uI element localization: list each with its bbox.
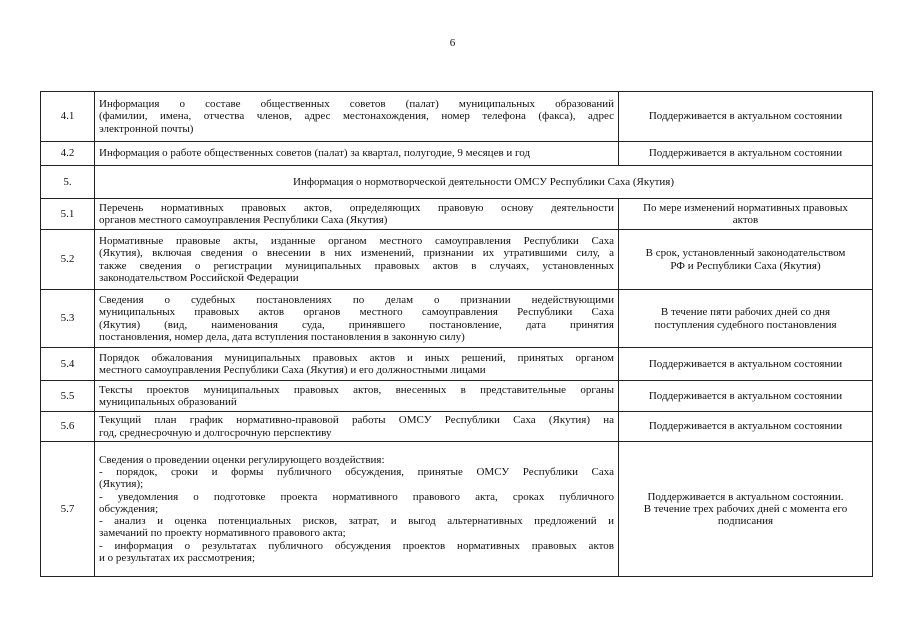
description-line: Сведения о судебных постановлениях по делам о признании недействующими bbox=[99, 294, 614, 307]
row-status bbox=[619, 381, 873, 412]
description-line: Нормативные правовые акты, изданные органом местного самоуправления Республики Саха bbox=[99, 235, 614, 248]
description-line: обсуждения; bbox=[99, 502, 159, 515]
table-row-4-1 bbox=[41, 92, 873, 142]
description-line: (Якутия), включая сведения о внесении в них изменений, признании их утратившими силу, а bbox=[99, 247, 614, 260]
row-status bbox=[619, 412, 873, 442]
section-number: 5. bbox=[41, 166, 95, 199]
table-row-5-5 bbox=[41, 381, 873, 412]
status-line: Поддерживается в актуальном состоянии. bbox=[647, 490, 844, 503]
status-line: актов bbox=[732, 214, 759, 226]
row-description bbox=[95, 199, 619, 230]
description-line: также сведения о регистрации муниципальных правовых актов в случаях, установленных bbox=[99, 259, 614, 272]
description-line: Информация о работе общественных советов (палат) за квартал, полугодие, 9 месяцев и год bbox=[99, 147, 531, 160]
row-status bbox=[619, 92, 873, 142]
row-status bbox=[619, 348, 873, 381]
description-line: Сведения о проведении оценки регулирующего воздействия: bbox=[99, 454, 385, 467]
section-header-row bbox=[41, 166, 873, 199]
row-number: 5.5 bbox=[41, 381, 95, 412]
row-number: 5.3 bbox=[41, 290, 95, 348]
row-description bbox=[95, 348, 619, 381]
description-line: Информация о составе общественных советов (палат) муниципальных образований bbox=[99, 98, 614, 111]
status-line: В срок, установленный законодательством bbox=[645, 247, 846, 260]
description-line: - анализ и оценка потенциальных рисков, затрат, и выгод альтернативных предложений и bbox=[99, 515, 614, 528]
description-line: - порядок, сроки и формы публичного обсуждения, принятые ОМСУ Республики Саха bbox=[99, 466, 614, 479]
table-row-5-7 bbox=[41, 442, 873, 577]
description-line: Порядок обжалования муниципальных правовых актов и иных решений, принятых органом bbox=[99, 351, 614, 364]
table-row-5-2 bbox=[41, 230, 873, 290]
status-line: Поддерживается в актуальном состоянии bbox=[648, 357, 843, 370]
status-line: По мере изменений нормативных правовых bbox=[643, 201, 848, 214]
row-number: 4.1 bbox=[41, 92, 95, 142]
status-line: Поддерживается в актуальном состоянии bbox=[648, 420, 843, 433]
status-line: В течение пяти рабочих дней со дня bbox=[660, 306, 831, 319]
description-line: постановления, номер дела, дата вступления постановления в законную силу) bbox=[99, 330, 465, 343]
row-description bbox=[95, 92, 619, 142]
row-status bbox=[619, 142, 873, 166]
row-number: 5.4 bbox=[41, 348, 95, 381]
table-row-5-3 bbox=[41, 290, 873, 348]
description-line: Перечень нормативных правовых актов, определяющих правовую основу деятельности bbox=[99, 201, 614, 214]
table-row-5-6 bbox=[41, 412, 873, 442]
status-line: В течение трех рабочих дней с момента его bbox=[643, 502, 848, 515]
description-line: органов местного самоуправления Республики Саха (Якутия) bbox=[99, 214, 388, 226]
information-table bbox=[40, 91, 873, 577]
row-number: 5.7 bbox=[41, 442, 95, 577]
description-line: (Якутия) (вид, наименования суда, принявшего постановление, дата принятия bbox=[99, 318, 614, 331]
description-line: замечаний по проекту нормативного правового акта; bbox=[99, 527, 346, 540]
row-number: 5.6 bbox=[41, 412, 95, 442]
table-row-4-2 bbox=[41, 142, 873, 166]
description-line: и о результатах их рассмотрения; bbox=[99, 551, 256, 564]
row-description bbox=[95, 412, 619, 442]
description-line: электронной почты) bbox=[99, 122, 194, 135]
status-line: Поддерживается в актуальном состоянии bbox=[648, 110, 843, 123]
row-status bbox=[619, 230, 873, 290]
description-line: год, среднесрочную и долгосрочную перспективу bbox=[99, 426, 332, 439]
row-description bbox=[95, 230, 619, 290]
status-line: подписания bbox=[717, 515, 774, 528]
description-line: - информация о результатах публичного обсуждения проектов нормативных правовых актов bbox=[99, 539, 614, 552]
description-line: местного самоуправления Республики Саха (Якутия) и его должностными лицами bbox=[99, 364, 486, 376]
status-line: поступления судебного постановления bbox=[654, 318, 837, 331]
row-status bbox=[619, 290, 873, 348]
description-line: муниципальных правовых актов органов местного самоуправления Республики Саха bbox=[99, 306, 614, 319]
status-line: РФ и Республики Саха (Якутия) bbox=[670, 259, 821, 272]
description-line: (фамилии, имена, отчества членов, адрес местонахождения, номер телефона (факса), адрес bbox=[99, 110, 614, 123]
description-line: Текущий план график нормативно-правовой работы ОМСУ Республики Саха (Якутия) на bbox=[99, 414, 614, 427]
row-description bbox=[95, 142, 619, 166]
section-title: Информация о нормотворческой деятельности ОМСУ Республики Саха (Якутия) bbox=[95, 166, 873, 199]
row-status bbox=[619, 199, 873, 230]
description-line: - уведомления о подготовке проекта нормативного правового акта, сроках публичного bbox=[99, 490, 614, 503]
table-row-5-1 bbox=[41, 199, 873, 230]
description-line: (Якутия); bbox=[99, 478, 144, 491]
row-status bbox=[619, 442, 873, 577]
row-number: 4.2 bbox=[41, 142, 95, 166]
row-description bbox=[95, 290, 619, 348]
description-line: законодательством Российской Федерации bbox=[99, 271, 299, 284]
row-description bbox=[95, 381, 619, 412]
row-number: 5.2 bbox=[41, 230, 95, 290]
row-number: 5.1 bbox=[41, 199, 95, 230]
row-description bbox=[95, 442, 619, 577]
description-line: Тексты проектов муниципальных правовых актов, внесенных в представительные органы bbox=[99, 383, 614, 396]
status-line: Поддерживается в актуальном состоянии bbox=[648, 389, 843, 402]
table-row-5-4 bbox=[41, 348, 873, 381]
status-line: Поддерживается в актуальном состоянии bbox=[648, 147, 843, 160]
page-number: 6 bbox=[449, 37, 456, 49]
description-line: муниципальных образований bbox=[99, 396, 237, 408]
